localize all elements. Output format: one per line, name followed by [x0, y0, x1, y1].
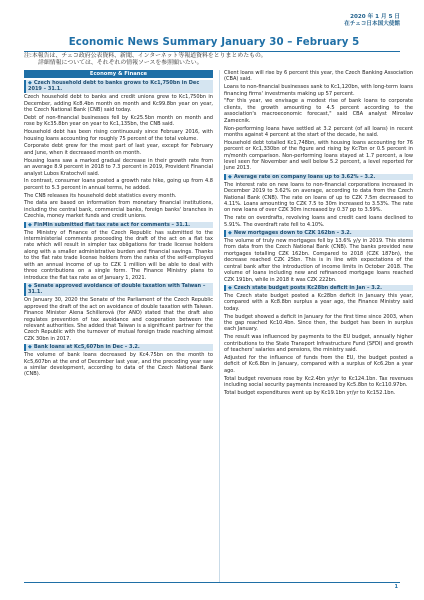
footer-divider: [24, 582, 400, 583]
article-heading-text: Average rate on company loans up to 3.62% – 3.2.: [233, 173, 376, 180]
article-paragraph: The Ministry of Finance of the Czech Republic has submitted to the interministerial comments proceeding the draft of the act on a flat tax rate which will result in simpler tax obligations for trade license holders along with a smaller administrative burden and financial savings. Thanks to the flat rate trade license holders from the ranks of the self-employed with an annual income of up to CZK 1 million will be able to deal with three contributions on a single form. The Finance Ministry plans to introduce the flat tax rate as of January 1, 2021.: [24, 229, 213, 281]
article-heading: [224, 230, 413, 236]
article-paragraph: In contrast, consumer loans posted a growth rate hike, going up from 4.8 percent to 5.3 percent in annual terms, he added.: [24, 178, 213, 191]
bullet-icon: ◆: [28, 282, 32, 289]
article-paragraph: The budget showed a deficit in January for the first time since 2003, when the gap reached Kc10.4bn. Since then, the budget has been in surplus each January.: [224, 313, 413, 333]
article-heading: [24, 80, 213, 93]
section-header-economy-finance: Economy & Finance: [24, 70, 213, 78]
article-paragraph: "For this year, we envisage a modest rise of bank loans to corporate clients, the growth amounting to 4.5 percent according to the association's macroeconomic forecast," said CBA analyst Miroslav Zamecnik.: [224, 98, 413, 124]
article-heading: [24, 222, 213, 228]
article-heading-text: Senate approved avoidance of double taxation with Taiwan – 31.1.: [28, 282, 206, 296]
left-column: [24, 70, 213, 379]
report-date: 2020 年 1 月 5 日: [350, 14, 400, 20]
article-heading: [24, 283, 213, 296]
intro-line-1: 注:本報告は、チェコ政府公表資料、新聞、インターネット等報道資料をとりまとめたもの。: [24, 53, 267, 59]
article-heading-text: Czech household debt to banks grows to Kc1,750bn in Dec 2019 – 31.1.: [28, 80, 200, 93]
column-divider: [219, 70, 220, 582]
article-heading: [24, 344, 213, 350]
article-paragraph: Total budget expenditures went up by Kc19.1bn yr/yr to Kc152.1bn.: [224, 389, 396, 396]
article-paragraph: Adjusted for the influence of funds from the EU, the budget posted a deficit of Kc6.8bn in January, compared with a surplus of Kc6.2bn a year ago.: [224, 354, 413, 374]
bullet-icon: ◆: [228, 285, 232, 291]
bullet-icon: ◆: [28, 221, 32, 228]
article-paragraph: The volume of bank loans decreased by Kc4.75bn on the month to Kc5,607bn at the end of December last year, and the preceding year saw a similar development, according to data of the Czech National Bank (CNB).: [24, 352, 213, 378]
article-paragraph: Debt of non-financial businesses fell by Kc25.5bn month on month and rose by Kc35.8bn year on year to Kc1,135bn, the CNB said.: [24, 114, 213, 128]
article-paragraph: The data are based on information from monetary financial institutions, including the central bank, commercial banks, foreign banks' branches in Czechia, money market funds and credit unions.: [24, 200, 213, 220]
bullet-icon: ◆: [28, 344, 32, 351]
article-paragraph: The interest rate on new loans to non-financial corporations increased in December 2019 to 3.62% on average, according to data from the Czech National Bank (CNB). The rate on loans of up to CZK 7.5m decreased to 4.11%. Loans amounting to CZK 7.5 to 30m increased to 3.53%. The rate on new loans of over CZK 30m increased by 0.37 pp to 3.59%.: [224, 181, 413, 214]
article-heading: [224, 174, 413, 180]
bullet-icon: ◆: [228, 230, 232, 237]
article-paragraph: Household debt totalled Kc1,748bn, with housing loans accounting for 76 percent or Kc1,330bn of the figure and rising by Kc7bn or 0.5 percent in m/month comparison. Non-performing loans stayed at 1.7 percent, a low level seen for November and well below 5.2 percent, a level reported for June 2013.: [224, 139, 413, 172]
article-paragraph: Housing loans saw a marked gradual decrease in their growth rate from an average 8.9 percent in 2018 to 7.3 percent in 2019, Provident Financial analyst Lubos Kratochvil said.: [24, 157, 213, 177]
intro-line-2: 詳細情報については、それぞれの情報ソースを参照願いたい。: [38, 60, 203, 67]
article-paragraph: Household debt has been rising continuously since February 2016, with housing loans accounting for roughly 75 percent of the total volume.: [24, 129, 213, 142]
intro-note: [24, 53, 404, 68]
article-paragraph: Corporate debt grew for the most part of last year, except for February and June, when it decreased month on month.: [24, 143, 213, 156]
article-heading: [224, 285, 413, 291]
article-heading-text: Bank loans at Kc5,607bn in Dec – 3.2.: [33, 344, 140, 351]
article-paragraph: Client loans will rise by 6 percent this year, the Czech Banking Association (CBA) said.: [224, 70, 413, 83]
article-paragraph: On January 30, 2020 the Senate of the Parliament of the Czech Republic approved the draft of the act on avoidance of double taxation with Taiwan. Finance Minister Alena Schillerová (for ANO) stated that the draft also regulates prevention of tax avoidance and cooperation between the relevant authorities. She added that Taiwan is a significant partner for the Czech Republic with the turnover of mutual foreign trade reaching almost CZK 30bn in 2017.: [24, 297, 213, 342]
page-title: Economic News Summary January 30 – February 5: [68, 37, 360, 48]
bullet-icon: ◆: [228, 173, 232, 180]
article-heading-text: Czech state budget posts Kc28bn deficit in Jan – 3.2.: [233, 285, 382, 291]
article-paragraph: Czech household debt to banks and credit unions grew to Kc1,750bn in December, adding Kc8.4bn month on month and Kc99.8bn year on year, the Czech National Bank (CNB) said today.: [24, 94, 213, 114]
right-column: [224, 70, 413, 398]
article-heading-text: New mortgages down to CZK 162bn – 3.2.: [233, 230, 352, 237]
header-date-block: [344, 14, 400, 29]
page-number: 1: [394, 584, 398, 590]
bullet-icon: ◆: [28, 80, 32, 86]
article-paragraph: The volume of truly new mortgages fell by 13.6% y/y in 2019. This stems from data from the Czech National Bank (CNB). The banks provided new mortgages totalling CZK 162bn. Compared to 2018 (CZK 187bn), the decrease reached CZK 25bn. This is in line with expectations of the central bank after the introduction of income limits in October 2018. The volume of loans including new and refinanced mortgage loans reached CZK 191bn, while in 2018 it was CZK 222bn.: [224, 238, 413, 283]
article-paragraph: Loans to non-financial businesses sank to Kc1,120bn, with long-term loans financing firms' investments making up 57 percent.: [224, 84, 413, 97]
article-heading-text: FinMin submitted flat tax rate act for comments – 31.1.: [33, 221, 191, 228]
article-paragraph: The Czech state budget posted a Kc28bn deficit in January this year, compared with a Kc8.8bn surplus a year ago, the Finance Ministry said today.: [224, 292, 413, 312]
article-paragraph: Non-performing loans have settled at 3.2 percent (of all loans) in recent months against 4 percent at the start of the decade, he said.: [224, 125, 413, 138]
article-paragraph: The rate on overdrafts, revolving loans and credit card loans declined to 5.91%. The overdraft rate fell to 4.10%.: [224, 215, 413, 228]
article-paragraph: Total budget revenues rose by Kc2.4bn yr/yr to Kc124.1bn. Tax revenues including social security payments increased by Kc5.8bn to Kc110.97bn.: [224, 375, 413, 388]
article-paragraph: The CNB releases its household debt statistics every month.: [24, 192, 177, 199]
title-divider: [24, 51, 400, 52]
article-paragraph: The result was influenced by payments to the EU budget, annually higher contributions to the State Transport Infrastructure Fund (SFDI) and growth of teachers' salaries and pensions, the ministry said.: [224, 334, 413, 354]
embassy-name: 在チェコ日本国大使館: [344, 21, 400, 28]
